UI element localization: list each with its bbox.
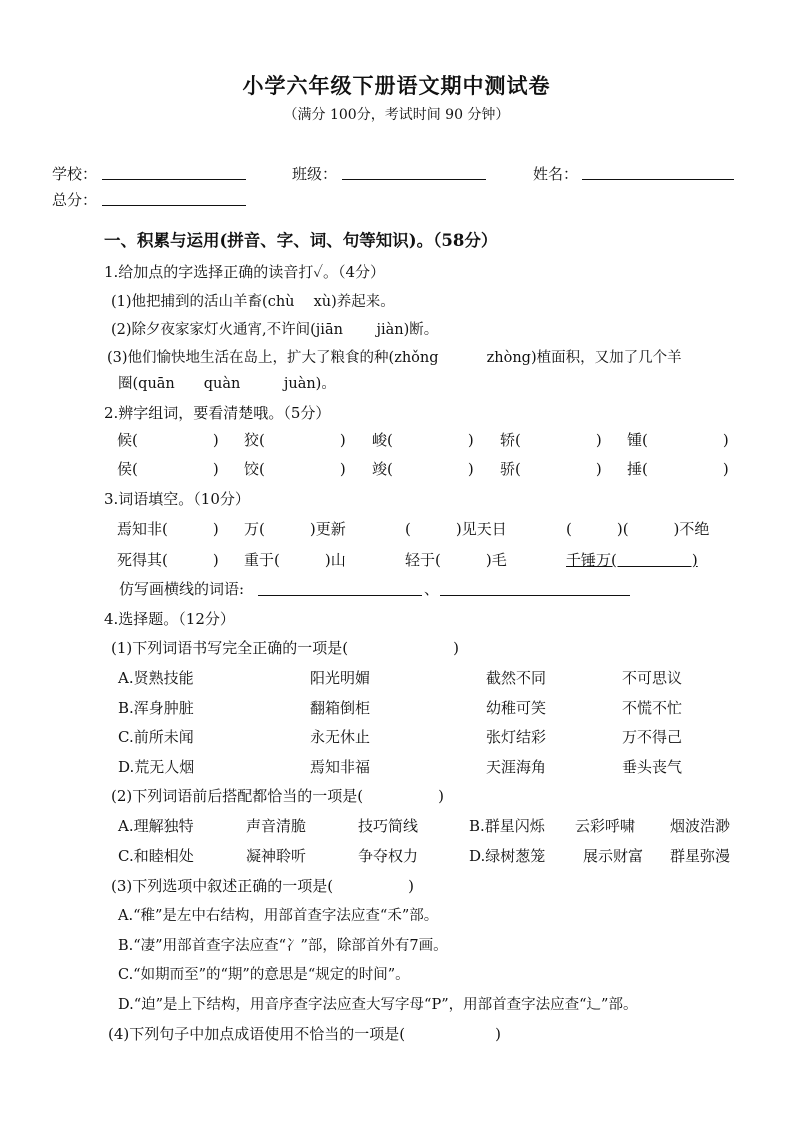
q4-option: D.绿树葱笼 xyxy=(469,847,546,865)
q4-option: A.贤熟技能 xyxy=(118,669,194,687)
school-label: 学校： xyxy=(52,165,98,183)
q4-option: C.和睦相处 xyxy=(118,847,194,865)
q4-sub-1-title: (1)下列词语书写完全正确的一项是( ) xyxy=(111,639,459,657)
q3-imitate-sep: 、 xyxy=(424,580,440,598)
q3-underlined-word: 千锤万( ) xyxy=(566,551,698,569)
q4-option: 阳光明媚 xyxy=(310,669,371,687)
q3-cell: 焉知非( ) xyxy=(117,520,219,538)
q3-cell: 死得其( ) xyxy=(117,551,219,569)
q2-cell: 侯( ) xyxy=(117,460,219,478)
q4-option: 云彩呼啸 xyxy=(575,817,636,835)
q4-option: A.理解独特 xyxy=(118,817,194,835)
q4-option: 技巧简线 xyxy=(358,817,419,835)
q4-sub-4-title: (4)下列句子中加点成语使用不恰当的一项是( ) xyxy=(108,1025,501,1043)
class-label: 班级： xyxy=(292,165,338,183)
q2-cell: 轿( ) xyxy=(500,431,602,449)
q3-cell: 轻于( )毛 xyxy=(405,551,507,569)
q3-imitate-field-2[interactable] xyxy=(440,595,630,596)
question-1-title: 1.给加点的字选择正确的读音打✓。（4分） xyxy=(104,263,386,281)
q1-item-3-cont: 圈(quān quàn juàn)。 xyxy=(118,376,336,392)
q4-option: D.荒无人烟 xyxy=(118,758,195,776)
q3-cell: 万( )更新 xyxy=(244,520,346,538)
q4-option: B.群星闪烁 xyxy=(469,817,545,835)
q4-option: B.浑身肿脏 xyxy=(118,699,194,717)
q4-option: 展示财富 xyxy=(583,847,644,865)
question-3-title: 3.词语填空。（10分） xyxy=(104,490,250,508)
q4-option: 争夺权力 xyxy=(358,847,419,865)
q4-option: 垂头丧气 xyxy=(622,758,683,776)
q3-cell: ( )见天日 xyxy=(405,520,507,538)
page-subtitle: （满分 100分，考试时间 90 分钟） xyxy=(283,107,510,123)
q2-cell: 狡( ) xyxy=(244,431,346,449)
total-label: 总分： xyxy=(52,191,98,209)
q4-option: 永无休止 xyxy=(310,728,371,746)
q2-cell: 锺( ) xyxy=(627,431,729,449)
q4-option: 烟波浩渺 xyxy=(670,817,731,835)
q3-imitate-label: 仿写画横线的词语: xyxy=(119,580,245,598)
class-field[interactable] xyxy=(342,179,486,180)
q4-option: 凝神聆听 xyxy=(246,847,307,865)
name-field[interactable] xyxy=(582,179,734,180)
q4-option: B.“凄”用部首查字法应查“冫”部，除部首外有7画。 xyxy=(118,938,448,954)
q4-option: 张灯结彩 xyxy=(486,728,547,746)
q2-cell: 捶( ) xyxy=(627,460,729,478)
q4-option: 不可思议 xyxy=(622,669,683,687)
question-4-title: 4.选择题。（12分） xyxy=(104,610,235,628)
q1-item-2: (2)除夕夜家家灯火通宵,不许间(jiān jiàn)断。 xyxy=(111,322,439,338)
q4-option: 声音清脆 xyxy=(246,817,307,835)
q3-imitate-field-1[interactable] xyxy=(258,595,422,596)
q3-cell: ( )( )不绝 xyxy=(566,520,710,538)
section-title: 一、积累与运用(拼音、字、词、句等知识)。（58分） xyxy=(104,231,498,250)
school-field[interactable] xyxy=(102,179,246,180)
q1-item-1: (1)他把捕到的活山羊畜(chù xù)养起来。 xyxy=(111,294,395,310)
q2-cell: 竣( ) xyxy=(372,460,474,478)
q2-cell: 峻( ) xyxy=(372,431,474,449)
q2-cell: 饺( ) xyxy=(244,460,346,478)
q4-sub-2-title: (2)下列词语前后搭配都恰当的一项是( ) xyxy=(111,787,444,805)
q1-item-3: (3)他们愉快地生活在岛上，扩大了粮食的种(zhǒng zhòng)植面积，又加了几个羊 xyxy=(107,350,682,366)
q4-option: 群星弥漫 xyxy=(670,847,731,865)
q4-option: 翻箱倒柜 xyxy=(310,699,371,717)
q4-option: D.“迫”是上下结构，用音序查字法应查大写字母“P”，用部首查字法应查“辶”部。 xyxy=(118,997,638,1013)
q2-cell: 骄( ) xyxy=(500,460,602,478)
q4-sub-3-title: (3)下列选项中叙述正确的一项是( ) xyxy=(111,877,414,895)
question-2-title: 2.辨字组词，要看清楚哦。（5分） xyxy=(104,404,331,422)
total-field[interactable] xyxy=(102,205,246,206)
q4-option: 截然不同 xyxy=(486,669,547,687)
q4-option: 不慌不忙 xyxy=(622,699,683,717)
q4-option: C.“如期而至”的“期”的意思是“规定的时间”。 xyxy=(118,967,410,983)
q3-cell: 重于( )山 xyxy=(244,551,346,569)
q4-option: C.前所未闻 xyxy=(118,728,194,746)
q2-cell: 候( ) xyxy=(117,431,219,449)
page-title: 小学六年级下册语文期中测试卷 xyxy=(242,73,551,98)
q4-option: 天涯海角 xyxy=(486,758,547,776)
q4-option: 万不得己 xyxy=(622,728,683,746)
q4-option: 焉知非福 xyxy=(310,758,371,776)
name-label: 姓名： xyxy=(533,165,579,183)
q4-option: 幼稚可笑 xyxy=(486,699,547,717)
q4-option: A.“稚”是左中右结构，用部首查字法应查“禾”部。 xyxy=(118,908,439,924)
